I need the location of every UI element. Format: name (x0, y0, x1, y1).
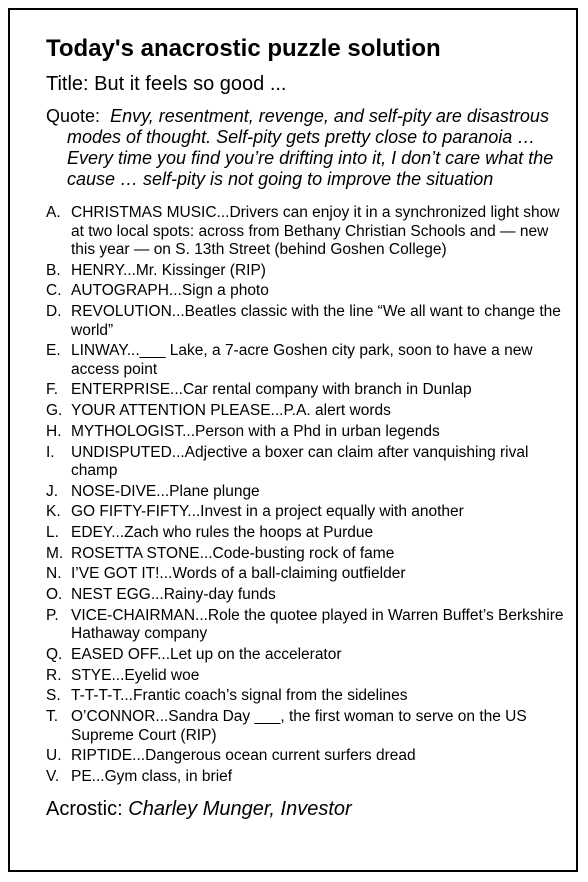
clue-text: NEST EGG...Rainy-day funds (71, 586, 276, 604)
clue-item (46, 545, 576, 564)
clue-item (46, 768, 576, 787)
clue-item (46, 667, 576, 686)
clue-letter: A. (46, 204, 61, 221)
clue-letter: M. (46, 544, 64, 562)
clue-text: HENRY...Mr. Kissinger (RIP) (71, 261, 266, 279)
clue-letter: P. (46, 606, 59, 624)
clue-text: O’CONNOR...Sandra Day ___, the first woman to serve on the US Supreme Court (RIP) (71, 708, 527, 744)
clue-text: STYE...Eyelid woe (71, 666, 200, 684)
clue-item (46, 687, 576, 706)
clue-item (46, 262, 576, 281)
puzzle-title (46, 70, 576, 98)
clue-item (46, 204, 576, 260)
clue-item (46, 381, 576, 400)
clue-item (46, 524, 576, 543)
clue-letter: R. (46, 666, 62, 684)
acrostic-line (46, 796, 576, 822)
clue-letter: I. (46, 443, 55, 461)
clue-list (46, 204, 576, 786)
clue-letter: H. (46, 422, 62, 440)
clue-item (46, 423, 576, 442)
clue-item (46, 282, 576, 301)
clue-letter: S. (46, 687, 61, 705)
clue-text: EASED OFF...Let up on the accelerator (71, 646, 342, 663)
clue-text: CHRISTMAS MUSIC...Drivers can enjoy it in a synchronized light show at two local spots: across from Bethany Christian Schools and — new this year — on S. 13th Street (behind Goshen College) (71, 204, 560, 258)
clue-text: ENTERPRISE...Car rental company with branch in Dunlap (71, 381, 472, 399)
clue-text: LINWAY...___ Lake, a 7-acre Goshen city park, soon to have a new access point (71, 342, 533, 378)
clue-item (46, 747, 576, 766)
clue-letter: B. (46, 261, 61, 279)
quote-text: Envy, resentment, revenge, and self-pity are disastrous modes of thought. Self-pity gets pretty close to paranoia … Every time you find you’re drifting into it, I don’t care what the cause … self-pity is not going to improve the situation (67, 106, 554, 189)
clue-text: YOUR ATTENTION PLEASE...P.A. alert words (71, 402, 391, 420)
solution-card (8, 8, 578, 872)
clue-item (46, 565, 576, 584)
clue-text: VICE-CHAIRMAN...Role the quotee played in Warren Buffet’s Berkshire Hathaway company (71, 606, 564, 643)
clue-item (46, 303, 576, 340)
clue-item (46, 444, 576, 481)
quote-label: Quote: (46, 106, 101, 126)
clue-item (46, 586, 576, 605)
clue-letter: J. (46, 482, 59, 500)
clue-text: RIPTIDE...Dangerous ocean current surfers dread (71, 747, 416, 765)
clue-text: NOSE-DIVE...Plane plunge (71, 482, 260, 500)
acrostic-label: Acrostic: (46, 798, 129, 821)
clue-letter: E. (46, 342, 61, 360)
clue-item (46, 342, 576, 379)
clue-item (46, 483, 576, 502)
acrostic-value: Charley Munger, Investor (128, 798, 352, 821)
clue-letter: L. (46, 524, 59, 542)
clue-item (46, 402, 576, 421)
clue-item (46, 503, 576, 522)
page-title: Today's anacrostic puzzle solution (46, 35, 441, 62)
clue-letter: G. (46, 402, 63, 420)
clue-letter: F. (46, 381, 59, 399)
clue-letter: N. (46, 565, 62, 583)
clue-text: EDEY...Zach who rules the hoops at Purdue (71, 524, 374, 542)
clue-text: AUTOGRAPH...Sign a photo (71, 282, 269, 300)
clue-text: ROSETTA STONE...Code-busting rock of fame (71, 544, 395, 562)
clue-letter: V. (46, 767, 60, 785)
clue-text: REVOLUTION...Beatles classic with the line “We all want to change the world” (71, 303, 561, 339)
clue-item (46, 607, 576, 644)
clue-letter: D. (46, 303, 62, 321)
clue-letter: C. (46, 282, 62, 300)
clue-letter: O. (46, 586, 63, 604)
clue-text: UNDISPUTED...Adjective a boxer can claim after vanquishing rival champ (71, 443, 529, 479)
title-label: Title: (46, 73, 95, 95)
clue-letter: Q. (46, 646, 63, 663)
clue-text: I’VE GOT IT!...Words of a ball-claiming outfielder (71, 565, 406, 583)
clue-item (46, 708, 576, 745)
title-value: But it feels so good ... (94, 73, 287, 95)
clue-text: MYTHOLOGIST...Person with a Phd in urban legends (71, 422, 440, 440)
clue-text: PE...Gym class, in brief (71, 767, 233, 785)
solution-content (46, 34, 576, 822)
clue-text: GO FIFTY-FIFTY...Invest in a project equally with another (71, 503, 464, 521)
puzzle-quote (46, 106, 576, 190)
clue-letter: T. (46, 708, 59, 726)
clue-text: T-T-T-T...Frantic coach’s signal from the sidelines (71, 687, 408, 705)
clue-letter: U. (46, 747, 62, 765)
clue-letter: K. (46, 503, 61, 521)
clue-item (46, 646, 576, 665)
